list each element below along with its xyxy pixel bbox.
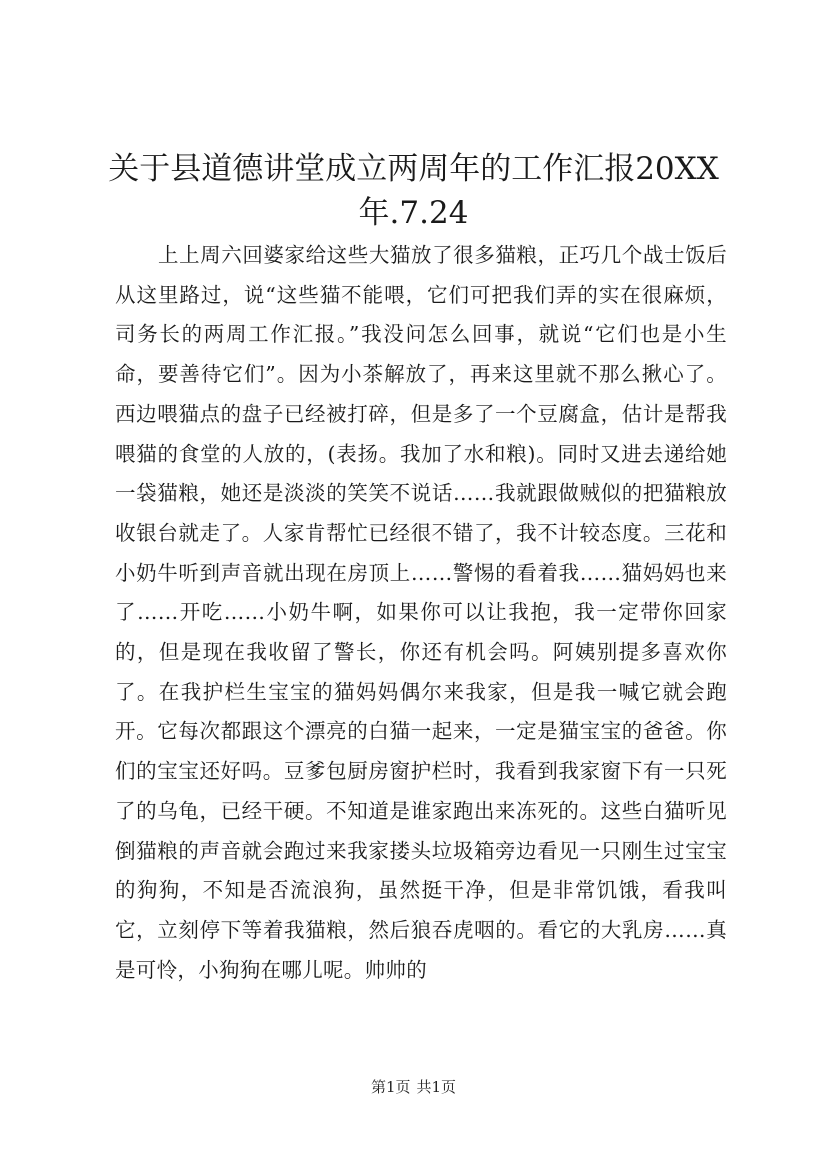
document-title: [90, 147, 737, 235]
document-body-paragraph: 上上周六回婆家给这些大猫放了很多猫粮，正巧几个战士饭后从这里路过，说“这些猫不能喂，它们可把我们弄的实在很麻烦，司务长的两周工作汇报。”我没问怎么回事，就说“它们也是小生命，要善待它们”。因为小茶解放了，再来这里就不那么揪心了。西边喂猫点的盘子已经被打碎，但是多了一个豆腐盒，估计是帮我喂猫的食堂的人放的，(表扬。我加了水和粮)。同时又进去递给她一袋猫粮，她还是淡淡的笑笑不说话……我就跟做贼似的把猫粮放收银台就走了。人家肯帮忙已经很不错了，我不计较态度。三花和小奶牛听到声音就出现在房顶上……警惕的看着我……猫妈妈也来了……开吃……小奶牛啊，如果你可以让我抱，我一定带你回家的，但是现在我收留了警长，你还有机会吗。阿姨别提多喜欢你了。在我护栏生宝宝的猫妈妈偶尔来我家，但是我一喊它就会跑开。它每次都跟这个漂亮的白猫一起来，一定是猫宝宝的爸爸。你们的宝宝还好吗。豆爹包厨房窗护栏时，我看到我家窗下有一只死了的乌龟，已经干硬。不知道是谁家跑出来冻死的。这些白猫听见倒猫粮的声音就会跑过来我家搂头垃圾箱旁边看见一只刚生过宝宝的狗狗，不知是否流浪狗，虽然挺干净，但是非常饥饿，看我叫它，立刻停下等着我猫粮，然后狼吞虎咽的。看它的大乳房……真是可怜，小狗狗在哪儿呢。帅帅的: [115, 243, 727, 982]
page-total: 共1页: [416, 1078, 457, 1096]
page-number: 第1页: [370, 1078, 411, 1096]
page-footer: [0, 1077, 827, 1097]
document-title-line-1: 关于县道德讲堂成立两周年的工作汇报20XX: [108, 151, 719, 187]
document-title-line-2: 年.7.24: [358, 195, 469, 231]
